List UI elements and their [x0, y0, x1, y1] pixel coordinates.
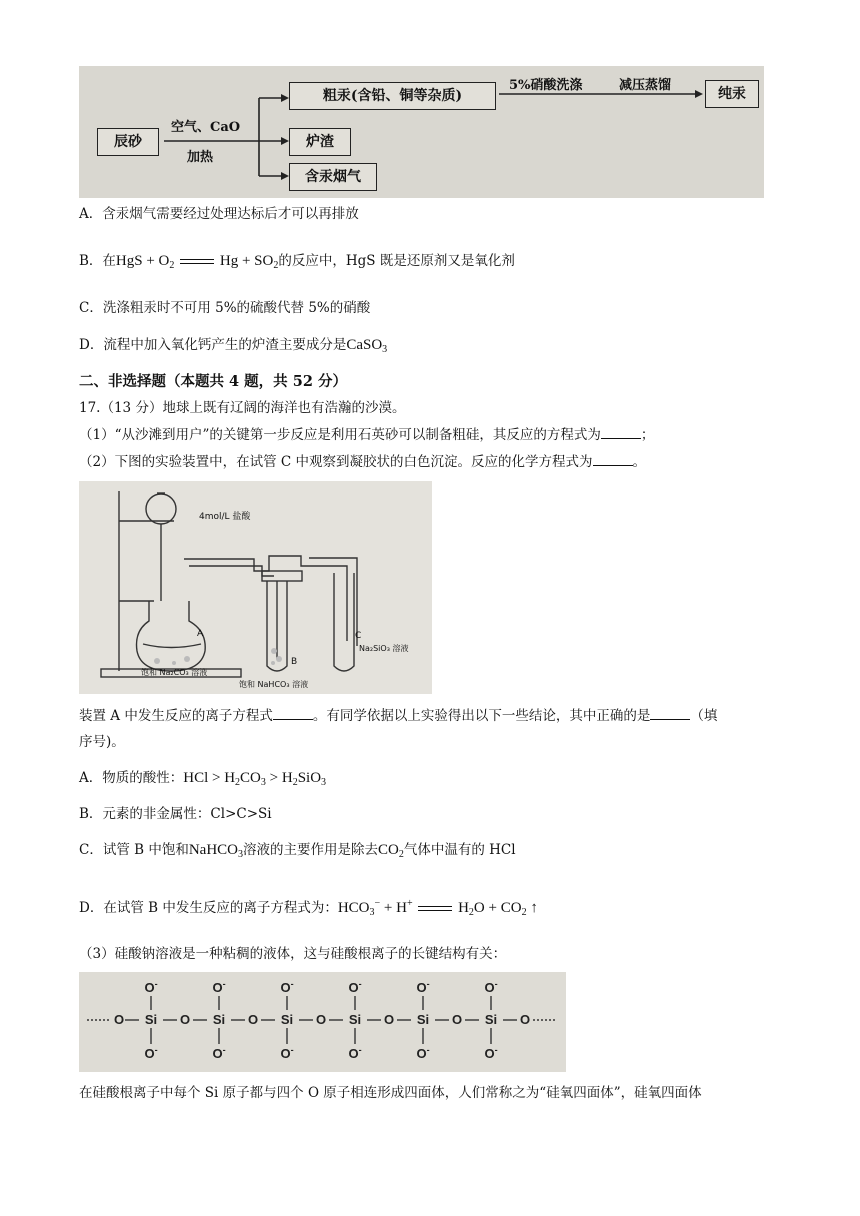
oxygen-atom: O: [315, 1012, 327, 1027]
acidity-order: HCl > $H_2CO_3 > H_2SiO_3$: [183, 770, 327, 788]
flow-product3-label: 含汞烟气: [305, 169, 361, 185]
oxygen-atom: O: [451, 1012, 463, 1027]
q17-part3-text: 在硅酸根离子中每个 Si 原子都与四个 O 原子相连形成四面体，人们常称之为“硅氧四面体”，硅氧四面体: [79, 1085, 702, 1101]
answer-blank[interactable]: [601, 426, 641, 439]
flow-condition-bottom: 加热: [187, 150, 214, 165]
q16-option-d: D．流程中加入氧化钙产生的炉渣主要成分是CaSO$_3$: [79, 337, 388, 355]
oxygen-anion: O-: [416, 979, 430, 995]
q17-option-a: A．物质的酸性：HCl > $H_2CO_3 > H_2SiO_3$: [79, 770, 327, 788]
q17-option-b: B．元素的非金属性：Cl>C>Si: [79, 806, 272, 822]
flow-product1-box: [289, 82, 496, 110]
silicate-chain: [79, 972, 566, 1072]
oxygen-atom: O: [179, 1012, 191, 1027]
silicon-atom: Si: [144, 1012, 158, 1027]
q16-option-a: A．含汞烟气需要经过处理达标后才可以再排放: [79, 206, 359, 222]
silicon-atom: Si: [212, 1012, 226, 1027]
oxygen-anion: O-: [348, 979, 362, 995]
flow-product1-label: 粗汞(含铅、铜等杂质): [322, 88, 463, 104]
section2-title: 二、非选择题（本题共 4 题，共 52 分）: [79, 373, 347, 390]
flow-start-label: 辰砂: [114, 134, 142, 150]
q17-part2: （2）下图的实验装置中，在试管 C 中观察到凝胶状的白色沉淀。反应的化学方程式为 。: [79, 454, 646, 470]
oxygen-anion: O-: [212, 1045, 226, 1061]
flow-product2-label: 炉渣: [306, 134, 334, 150]
oxygen-anion: O-: [144, 1045, 158, 1061]
silicon-atom: Si: [280, 1012, 294, 1027]
oxygen-anion: O-: [484, 979, 498, 995]
oxygen-anion: O-: [280, 1045, 294, 1061]
q17-option-d: D．在试管 B 中发生反应的离子方程式为：$HCO_3^- + H^+$ $H_2O + CO_2$ ↑: [79, 898, 538, 918]
label-sol-c: Na₂SiO₃ 溶液: [359, 644, 409, 653]
silicon-atom: Si: [416, 1012, 430, 1027]
flow-step2: 减压蒸馏: [619, 78, 672, 93]
silicon-atom: Si: [348, 1012, 362, 1027]
q17-part2-ion-cont: 序号)。: [79, 734, 125, 750]
label-c: C: [355, 631, 362, 641]
flow-product3-box: [289, 163, 377, 191]
flow-start-box: [97, 128, 159, 156]
q17-intro: 17.（13 分）地球上既有辽阔的海洋也有浩瀚的沙漠。: [79, 400, 406, 416]
q17-part1: （1）“从沙滩到用户”的关键第一步反应是利用石英砂可以制备粗硅，其反应的方程式为 ；: [79, 427, 655, 443]
oxygen-atom: O: [383, 1012, 395, 1027]
label-a: A: [197, 629, 204, 639]
apparatus-figure: [79, 481, 432, 694]
flowchart-figure: [79, 66, 764, 198]
equation-hgs: HgS + $O_2$ $Hg + SO_2$: [115, 253, 279, 271]
silicon-atom: Si: [484, 1012, 498, 1027]
answer-blank[interactable]: [273, 707, 313, 720]
oxygen-anion: O-: [144, 979, 158, 995]
oxygen-anion: O-: [280, 979, 294, 995]
oxygen-anion: O-: [348, 1045, 362, 1061]
silicate-chain-figure: [79, 972, 566, 1072]
q17-option-c: C．试管 B 中饱和NaHCO$_3$溶液的主要作用是除去$CO_2$气体中温有的 HCl: [79, 842, 516, 860]
label-sol-b: 饱和 NaHCO₃ 溶液: [239, 680, 309, 689]
q17-part3: （3）硅酸钠溶液是一种粘稠的液体，这与硅酸根离子的长键结构有关：: [79, 946, 507, 962]
flow-final-box: [705, 80, 759, 108]
flow-step1: 5%硝酸洗涤: [509, 78, 583, 93]
q16-option-b: B．在HgS + $O_2$ $Hg + SO_2$的反应中，HgS 既是还原剂又是氧化剂: [79, 253, 515, 271]
ion-equation: $HCO_3^- + H^+$ $H_2O + CO_2$ ↑: [337, 898, 538, 918]
answer-blank[interactable]: [650, 707, 690, 720]
label-b: B: [291, 657, 298, 667]
oxygen-atom: O: [113, 1012, 125, 1027]
label-sol-a: 饱和 Na₂CO₃ 溶液: [141, 668, 208, 677]
q17-part2-ion: 装置 A 中发生反应的离子方程式 。有同学依据以上实验得出以下一些结论，其中正确的是 （填: [79, 708, 718, 724]
flow-condition-top: 空气、CaO: [171, 120, 241, 135]
flow-final-label: 纯汞: [718, 86, 746, 102]
oxygen-anion: O-: [416, 1045, 430, 1061]
q16-option-c: C．洗涤粗汞时不可用 5%的硫酸代替 5%的硝酸: [79, 300, 371, 316]
apparatus-drawing: [79, 481, 432, 694]
oxygen-atom: O: [519, 1012, 531, 1027]
label-acid: 4mol/L 盐酸: [199, 512, 251, 522]
flow-product2-box: [289, 128, 351, 156]
oxygen-atom: O: [247, 1012, 259, 1027]
oxygen-anion: O-: [212, 979, 226, 995]
answer-blank[interactable]: [593, 453, 633, 466]
formula-caso3: CaSO$_3$: [346, 337, 388, 355]
oxygen-anion: O-: [484, 1045, 498, 1061]
